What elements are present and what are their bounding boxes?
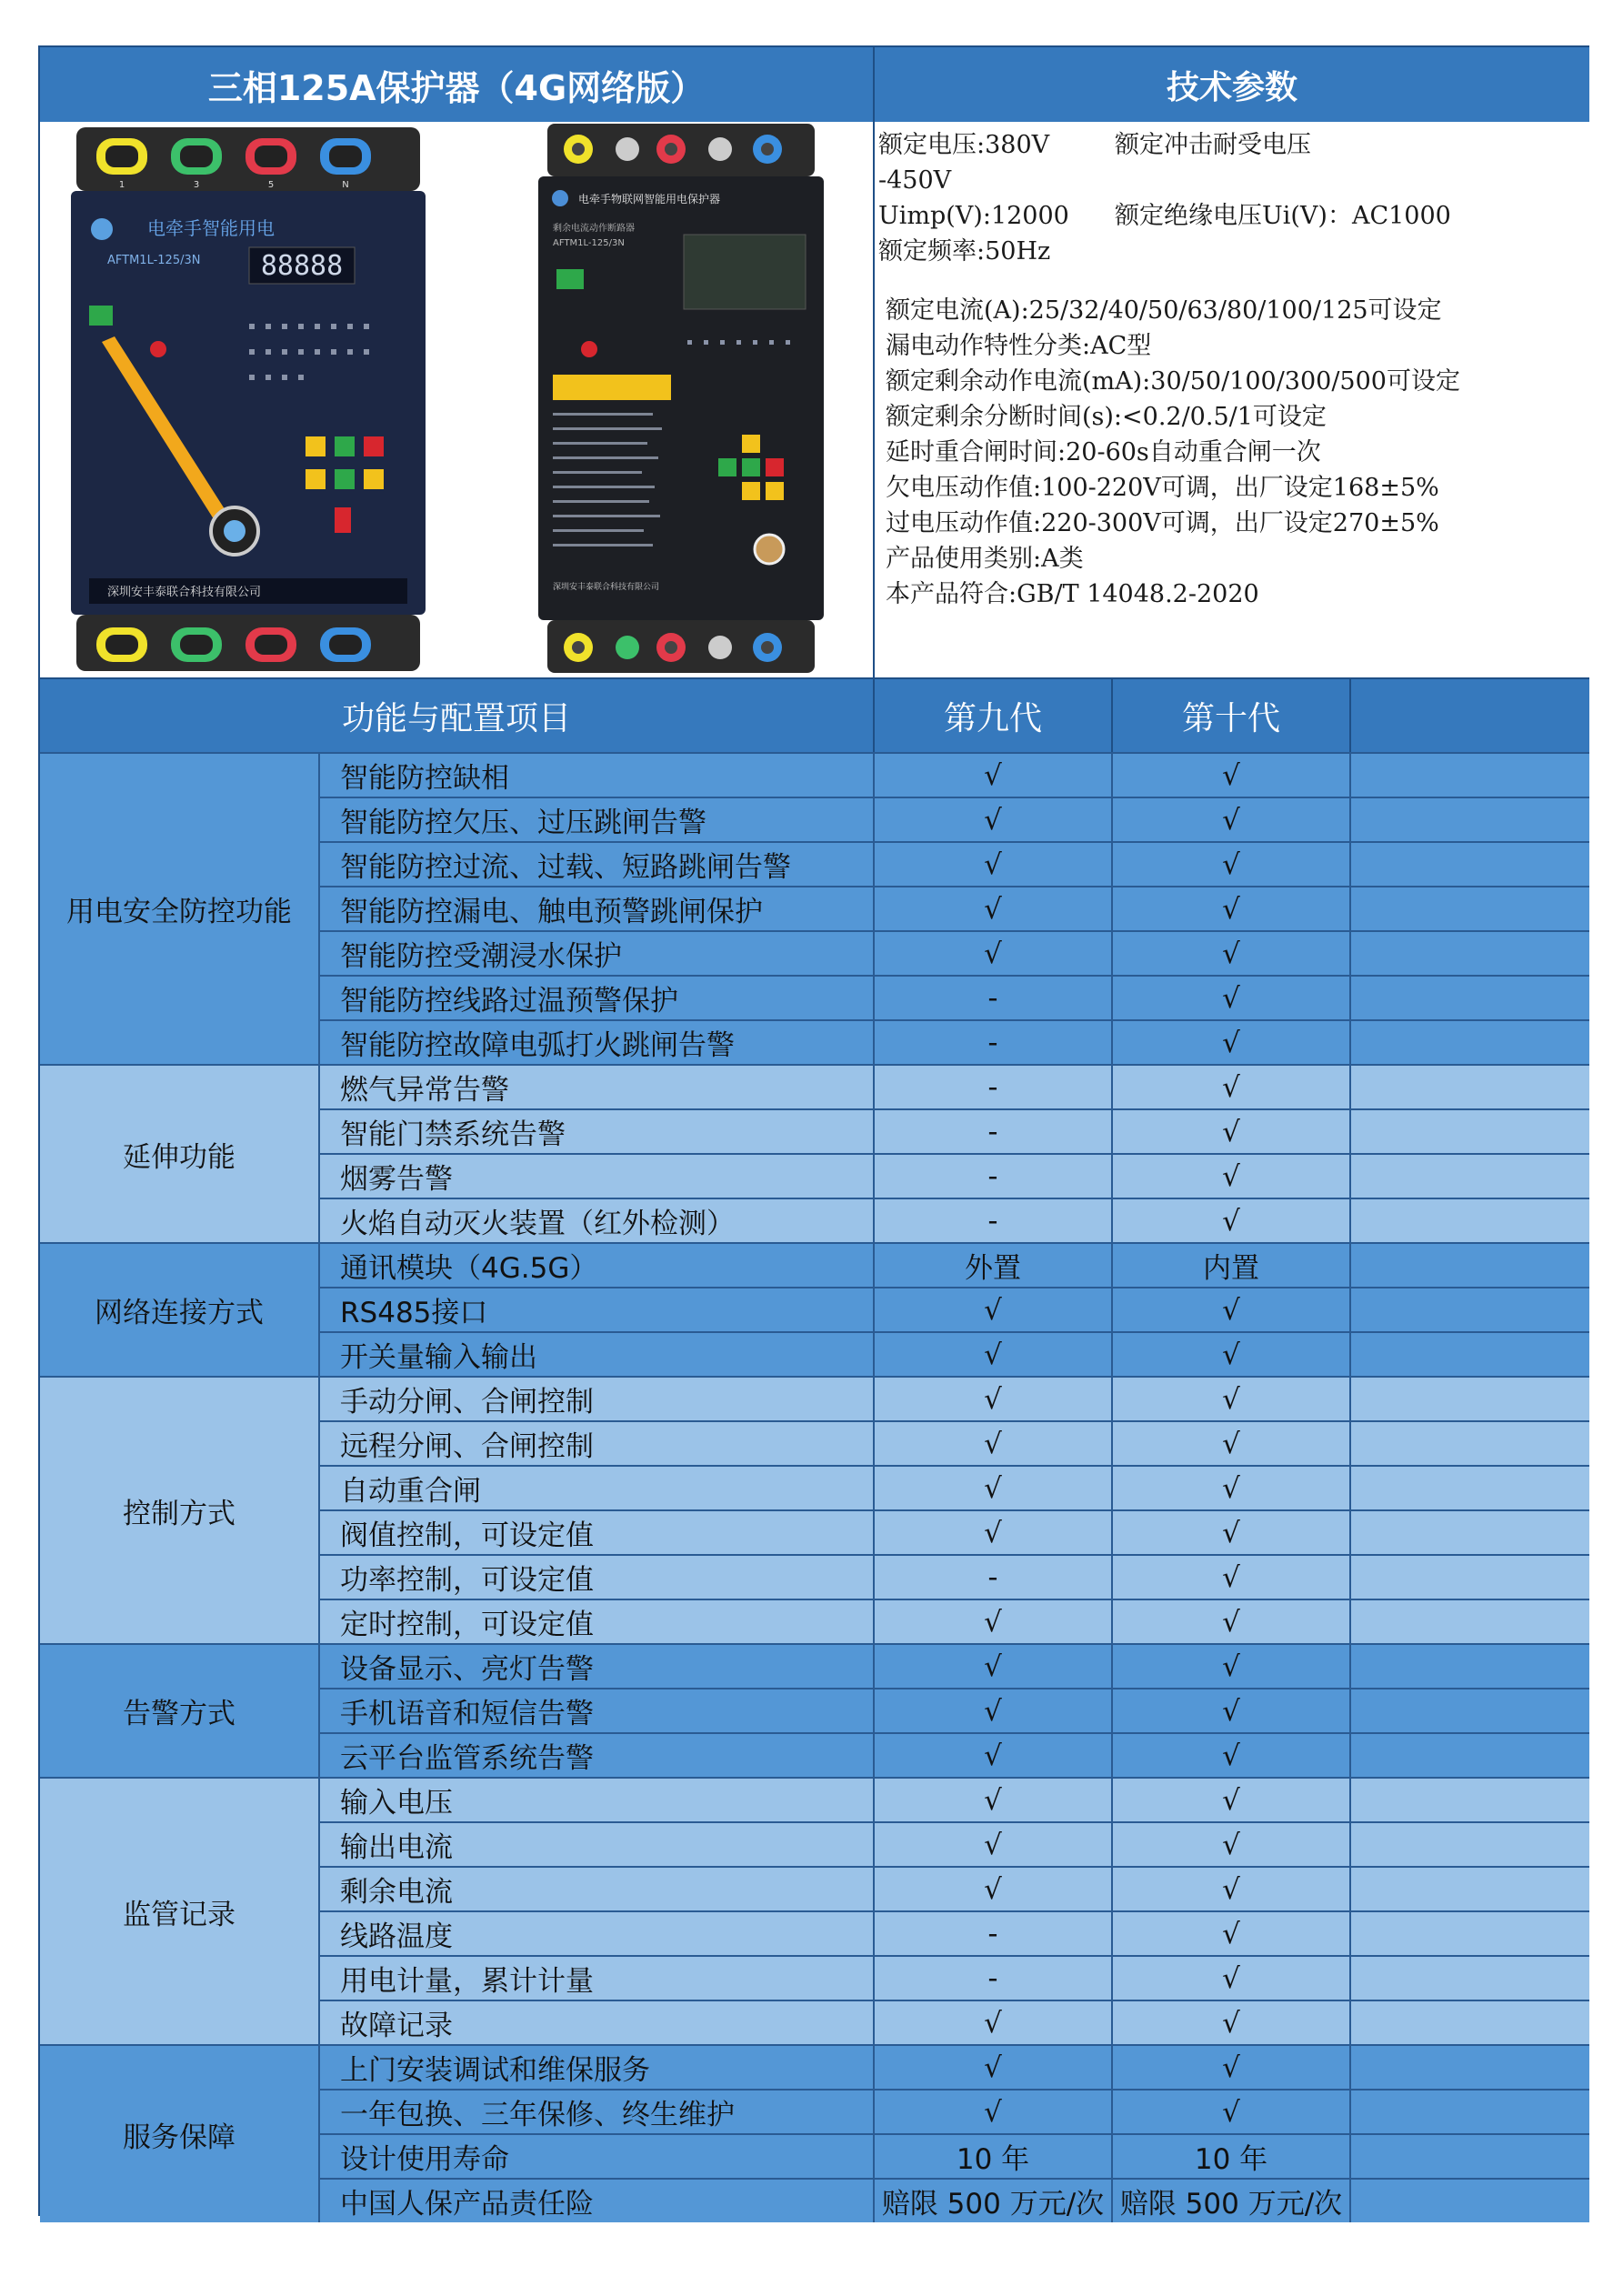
feature-cell: 手机语音和短信告警: [320, 1689, 875, 1732]
feature-cell: 智能防控漏电、触电预警跳闸保护: [320, 887, 875, 930]
tech-line: 额定电流(A):25/32/40/50/63/80/100/125可设定: [886, 296, 1442, 325]
gen10-cell: √: [1113, 1823, 1351, 1866]
gen10-cell: √: [1113, 1021, 1351, 1064]
feature-cell: 输入电压: [320, 1779, 875, 1821]
tech-row: Uimp(V):12000 额定绝缘电压Ui(V)：AC1000: [878, 202, 1451, 230]
group-name: 延伸功能: [40, 1066, 320, 1242]
gen9-cell: √: [875, 1511, 1113, 1554]
gen9-cell: √: [875, 754, 1113, 797]
tech-line: 漏电动作特性分类:AC型: [886, 332, 1152, 360]
table-row: [320, 1331, 1589, 1376]
feature-cell: 燃气异常告警: [320, 1066, 875, 1108]
table-row: [320, 1465, 1589, 1509]
terminal-label-n: N: [342, 180, 349, 190]
feature-cell: 中国人保产品责任险: [320, 2180, 875, 2222]
gen10-cell: √: [1113, 2046, 1351, 2089]
extra-cell: [1351, 1378, 1589, 1420]
feature-cell: 智能防控受潮浸水保护: [320, 932, 875, 975]
terminal-label-1: 1: [118, 180, 125, 190]
tech-line: 额定剩余分断时间(s):<0.2/0.5/1可设定: [886, 403, 1327, 431]
feature-group: [40, 1242, 1589, 1376]
table-row: [320, 1244, 1589, 1287]
feature-cell: 功率控制，可设定值: [320, 1556, 875, 1599]
gen9-cell: √: [875, 1600, 1113, 1643]
product-images: [40, 122, 875, 677]
terminal-label-3: 3: [193, 180, 200, 190]
feature-cell: 线路温度: [320, 1912, 875, 1955]
table-row: [320, 1019, 1589, 1064]
extra-cell: [1351, 1912, 1589, 1955]
gen9-cell: -: [875, 1066, 1113, 1108]
extra-cell: [1351, 1868, 1589, 1910]
extra-cell: [1351, 2001, 1589, 2044]
feature-cell: 智能门禁系统告警: [320, 1110, 875, 1153]
gen10-cell: √: [1113, 1645, 1351, 1688]
table-row: [320, 1866, 1589, 1910]
gen9-cell: √: [875, 1333, 1113, 1376]
gen10-cell: √: [1113, 2001, 1351, 2044]
gen10-cell: √: [1113, 1110, 1351, 1153]
feature-cell: 开关量输入输出: [320, 1333, 875, 1376]
tech-row: 额定电压:380V 额定冲击耐受电压: [878, 131, 1311, 159]
extra-cell: [1351, 1110, 1589, 1153]
table-row: [320, 1645, 1589, 1688]
table-row: [320, 754, 1589, 797]
table-row: [320, 1198, 1589, 1242]
gen9-cell: √: [875, 1779, 1113, 1821]
extra-cell: [1351, 1244, 1589, 1287]
feature-cell: 用电计量，累计计量: [320, 1957, 875, 2000]
extra-cell: [1351, 1734, 1589, 1777]
gen9-cell: √: [875, 2001, 1113, 2044]
feature-comparison-table: [40, 752, 1589, 2222]
table-row: [320, 2089, 1589, 2133]
table-row: [320, 1108, 1589, 1153]
gen10-cell: √: [1113, 932, 1351, 975]
gen10-cell: √: [1113, 754, 1351, 797]
gen9-cell: √: [875, 1868, 1113, 1910]
tech-line: 欠电压动作值:100-220V可调，出厂设定168±5%: [886, 474, 1439, 502]
gen10-cell: √: [1113, 798, 1351, 841]
table-row: [320, 1509, 1589, 1554]
gen10-cell: √: [1113, 1199, 1351, 1242]
right-device-company: 深圳安丰泰联合科技有限公司: [553, 583, 660, 592]
gen9-cell: √: [875, 1734, 1113, 1777]
extra-cell: [1351, 1288, 1589, 1331]
extra-cell: [1351, 1511, 1589, 1554]
table-row: [320, 2046, 1589, 2089]
feature-cell: RS485接口: [320, 1288, 875, 1331]
tech-line: 产品使用类别:A类: [886, 545, 1084, 573]
group-name: 网络连接方式: [40, 1244, 320, 1376]
feature-cell: 云平台监管系统告警: [320, 1734, 875, 1777]
left-device-brand: 电牵手智能用电: [147, 217, 275, 239]
table-row: [320, 1821, 1589, 1866]
gen10-cell: √: [1113, 1155, 1351, 1198]
table-row: [320, 1688, 1589, 1732]
gen10-cell: √: [1113, 1912, 1351, 1955]
feature-cell: 一年包换、三年保修、终生维护: [320, 2090, 875, 2133]
group-name: 控制方式: [40, 1378, 320, 1643]
gen9-cell: √: [875, 1689, 1113, 1732]
gen9-cell: √: [875, 2090, 1113, 2133]
gen10-cell: √: [1113, 1422, 1351, 1465]
gen10-cell: √: [1113, 1288, 1351, 1331]
table-row: [320, 1066, 1589, 1108]
gen10-cell: √: [1113, 1467, 1351, 1509]
extra-cell: [1351, 2135, 1589, 2178]
extra-cell: [1351, 1422, 1589, 1465]
feature-group: [40, 1643, 1589, 1777]
gen9-cell: √: [875, 1645, 1113, 1688]
extra-cell: [1351, 977, 1589, 1019]
extra-cell: [1351, 1021, 1589, 1064]
extra-cell: [1351, 1823, 1589, 1866]
gen9-cell: √: [875, 1288, 1113, 1331]
gen10-cell: √: [1113, 2090, 1351, 2133]
gen10-cell: 内置: [1113, 1244, 1351, 1287]
gen9-cell: 10 年: [875, 2135, 1113, 2178]
spec-sheet: [38, 45, 1589, 2221]
feature-cell: 阀值控制，可设定值: [320, 1511, 875, 1554]
extra-cell: [1351, 1957, 1589, 2000]
group-name: 用电安全防控功能: [40, 754, 320, 1064]
feature-cell: 智能防控故障电弧打火跳闸告警: [320, 1021, 875, 1064]
device-image-right: [538, 124, 824, 675]
feature-cell: 设备显示、亮灯告警: [320, 1645, 875, 1688]
gen10-cell: 10 年: [1113, 2135, 1351, 2178]
gen10-cell: √: [1113, 1868, 1351, 1910]
feature-cell: 手动分闸、合闸控制: [320, 1378, 875, 1420]
extra-cell: [1351, 1556, 1589, 1599]
tech-row: -450V: [878, 166, 952, 195]
group-name: 监管记录: [40, 1779, 320, 2044]
feature-cell: 故障记录: [320, 2001, 875, 2044]
feature-cell: 通讯模块（4G.5G）: [320, 1244, 875, 1287]
gen9-cell: -: [875, 1556, 1113, 1599]
tech-line: 延时重合闸时间:20-60s自动重合闸一次: [886, 438, 1321, 466]
gen10-cell: √: [1113, 1556, 1351, 1599]
device-image-left: [71, 127, 426, 673]
group-name: 服务保障: [40, 2046, 320, 2222]
table-row: [320, 1153, 1589, 1198]
gen10-cell: √: [1113, 887, 1351, 930]
gen10-cell: √: [1113, 843, 1351, 886]
table-row: [320, 1378, 1589, 1420]
extra-cell: [1351, 1066, 1589, 1108]
tech-line: 过电压动作值:220-300V可调，出厂设定270±5%: [886, 509, 1439, 537]
feature-cell: 智能防控过流、过载、短路跳闸告警: [320, 843, 875, 886]
product-title: 三相125A保护器（4G网络版）: [40, 47, 875, 122]
table-row: [320, 975, 1589, 1019]
gen10-cell: √: [1113, 1066, 1351, 1108]
extra-cell: [1351, 1467, 1589, 1509]
feature-cell: 剩余电流: [320, 1868, 875, 1910]
extra-cell: [1351, 1155, 1589, 1198]
extra-cell: [1351, 1199, 1589, 1242]
feature-cell: 定时控制，可设定值: [320, 1600, 875, 1643]
gen10-cell: √: [1113, 1378, 1351, 1420]
gen10-cell: √: [1113, 1957, 1351, 2000]
table-row: [320, 797, 1589, 841]
gen9-cell: √: [875, 843, 1113, 886]
gen9-cell: √: [875, 1823, 1113, 1866]
extra-cell: [1351, 1600, 1589, 1643]
table-row: [320, 2178, 1589, 2222]
extra-cell: [1351, 2180, 1589, 2222]
gen10-cell: √: [1113, 1333, 1351, 1376]
feature-cell: 智能防控线路过温预警保护: [320, 977, 875, 1019]
column-header-gen10: 第十代: [1113, 677, 1351, 752]
tech-row: 额定频率:50Hz: [878, 237, 1051, 266]
table-row: [320, 2133, 1589, 2178]
table-row: [320, 1910, 1589, 1955]
extra-cell: [1351, 932, 1589, 975]
table-row: [320, 930, 1589, 975]
gen9-cell: √: [875, 798, 1113, 841]
tech-line: 额定剩余动作电流(mA):30/50/100/300/500可设定: [886, 367, 1460, 396]
left-device-model: AFTM1L-125/3N: [107, 254, 201, 267]
gen9-cell: 外置: [875, 1244, 1113, 1287]
left-device-company: 深圳安丰泰联合科技有限公司: [107, 586, 262, 599]
gen9-cell: √: [875, 932, 1113, 975]
gen9-cell: -: [875, 1021, 1113, 1064]
group-name: 告警方式: [40, 1645, 320, 1777]
extra-cell: [1351, 1333, 1589, 1376]
terminal-label-5: 5: [267, 180, 275, 190]
table-row: [320, 1779, 1589, 1821]
table-row: [320, 1287, 1589, 1331]
gen9-cell: -: [875, 1912, 1113, 1955]
column-header-gen9: 第九代: [875, 677, 1113, 752]
column-header-extra: [1351, 677, 1589, 752]
gen9-cell: -: [875, 1957, 1113, 2000]
table-row: [320, 1420, 1589, 1465]
extra-cell: [1351, 2046, 1589, 2089]
gen10-cell: √: [1113, 1511, 1351, 1554]
table-row: [320, 1955, 1589, 2000]
extra-cell: [1351, 754, 1589, 797]
gen9-cell: -: [875, 1155, 1113, 1198]
feature-group: [40, 2044, 1589, 2222]
gen10-cell: √: [1113, 977, 1351, 1019]
right-device-brand: 电牵手物联网智能用电保护器: [578, 193, 721, 206]
gen10-cell: √: [1113, 1734, 1351, 1777]
table-row: [320, 2000, 1589, 2044]
feature-cell: 上门安装调试和维保服务: [320, 2046, 875, 2089]
feature-cell: 智能防控欠压、过压跳闸告警: [320, 798, 875, 841]
gen9-cell: -: [875, 977, 1113, 1019]
table-row: [320, 1554, 1589, 1599]
gen9-cell: √: [875, 2046, 1113, 2089]
left-device-display: 88888: [260, 250, 344, 282]
gen10-cell: √: [1113, 1779, 1351, 1821]
gen9-cell: √: [875, 1422, 1113, 1465]
extra-cell: [1351, 798, 1589, 841]
table-row: [320, 1599, 1589, 1643]
extra-cell: [1351, 1645, 1589, 1688]
column-header-function: 功能与配置项目: [40, 677, 875, 752]
right-device-subtitle: 剩余电流动作断路器: [553, 224, 635, 234]
extra-cell: [1351, 1689, 1589, 1732]
tech-params-title: 技术参数: [875, 47, 1589, 122]
feature-group: [40, 1376, 1589, 1643]
table-row: [320, 841, 1589, 886]
gen9-cell: √: [875, 1467, 1113, 1509]
feature-cell: 输出电流: [320, 1823, 875, 1866]
extra-cell: [1351, 843, 1589, 886]
gen9-cell: √: [875, 1378, 1113, 1420]
gen10-cell: √: [1113, 1689, 1351, 1732]
gen10-cell: √: [1113, 1600, 1351, 1643]
right-device-model: AFTM1L-125/3N: [553, 238, 625, 248]
tech-line: 本产品符合:GB/T 14048.2-2020: [886, 580, 1259, 608]
feature-cell: 自动重合闸: [320, 1467, 875, 1509]
feature-cell: 智能防控缺相: [320, 754, 875, 797]
feature-group: [40, 1064, 1589, 1242]
table-row: [320, 1732, 1589, 1777]
tech-params-panel: [875, 122, 1589, 677]
table-row: [320, 886, 1589, 930]
feature-cell: 远程分闸、合闸控制: [320, 1422, 875, 1465]
gen9-cell: 赔限 500 万元/次: [875, 2180, 1113, 2222]
feature-cell: 烟雾告警: [320, 1155, 875, 1198]
feature-cell: 火焰自动灭火装置（红外检测）: [320, 1199, 875, 1242]
extra-cell: [1351, 1779, 1589, 1821]
gen10-cell: 赔限 500 万元/次: [1113, 2180, 1351, 2222]
gen9-cell: -: [875, 1110, 1113, 1153]
gen9-cell: -: [875, 1199, 1113, 1242]
feature-group: [40, 1777, 1589, 2044]
feature-cell: 设计使用寿命: [320, 2135, 875, 2178]
feature-group: [40, 752, 1589, 1064]
gen9-cell: √: [875, 887, 1113, 930]
extra-cell: [1351, 2090, 1589, 2133]
extra-cell: [1351, 887, 1589, 930]
